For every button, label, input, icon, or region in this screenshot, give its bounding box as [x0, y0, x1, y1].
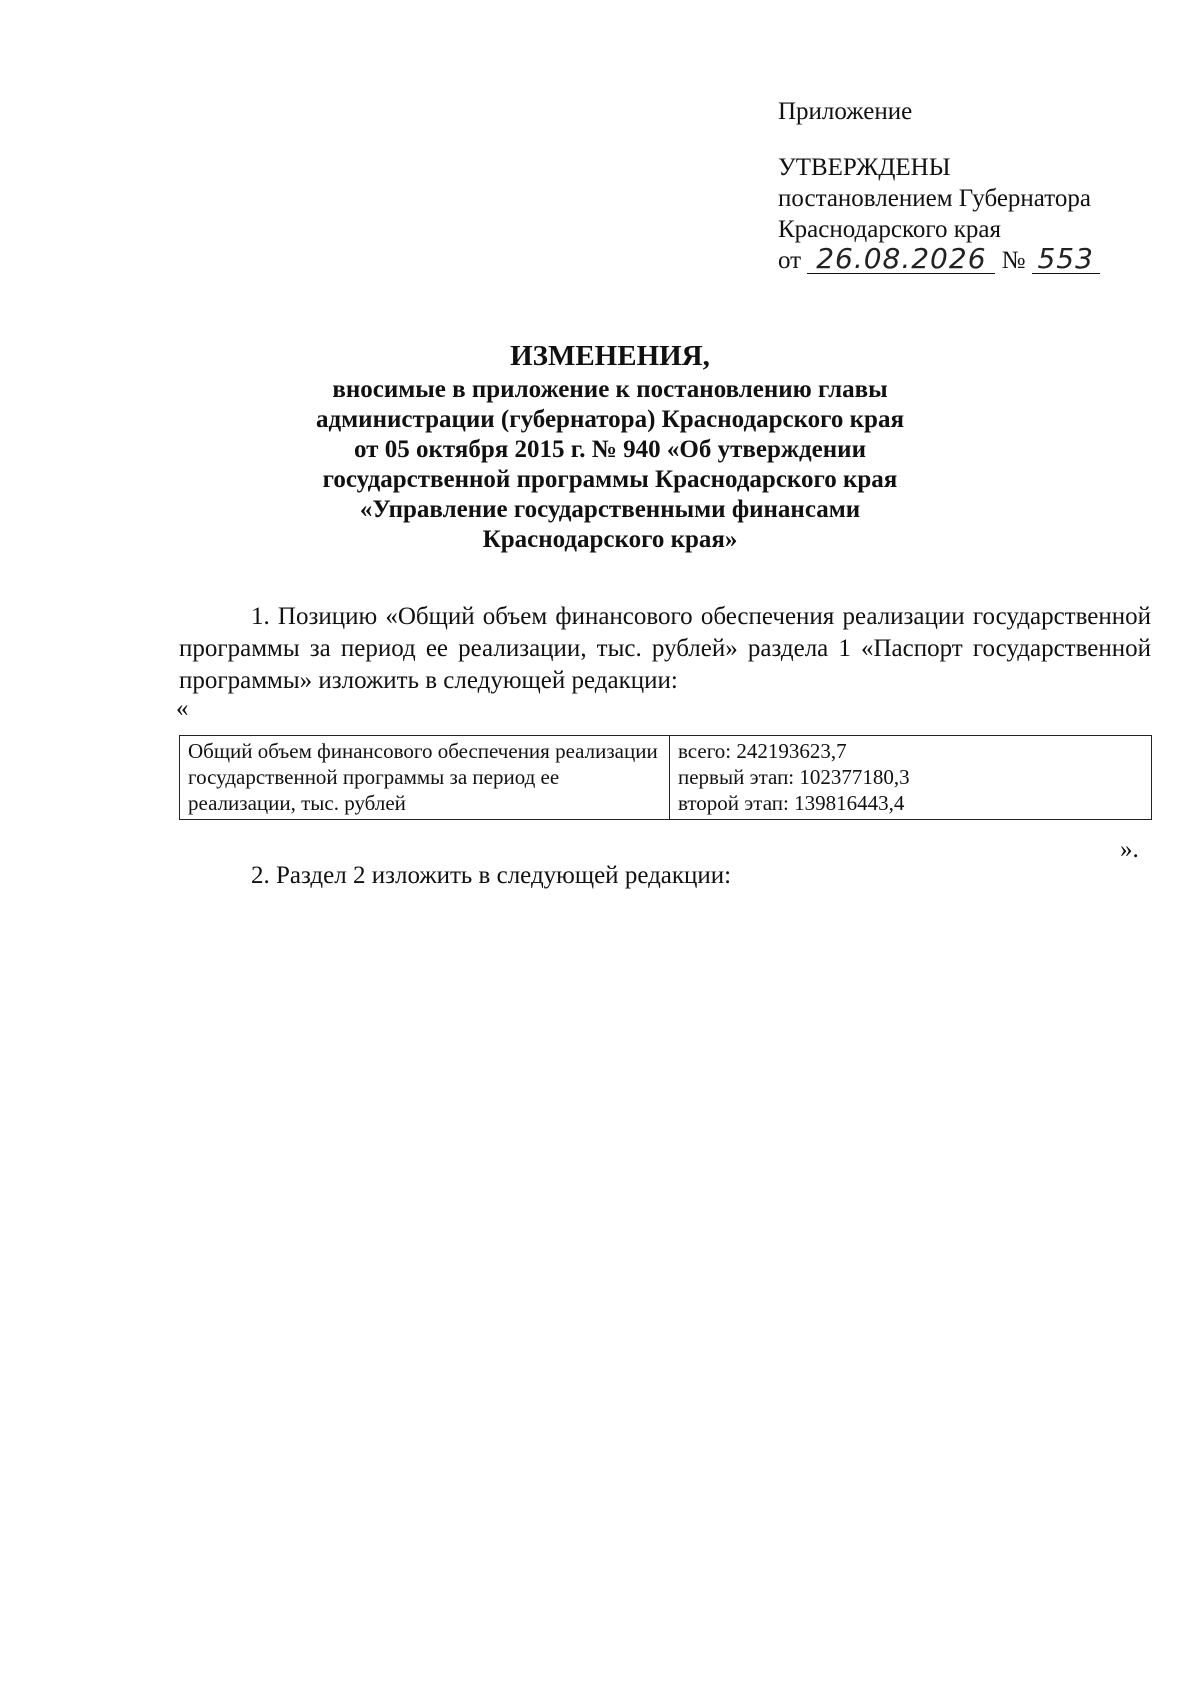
value-stage-1: первый этап: 102377180,3 — [678, 765, 910, 789]
quote-close-mark: ». — [1120, 836, 1139, 863]
table-values-cell — [670, 736, 1152, 820]
quote-open-mark: « — [176, 695, 189, 722]
approved-label: УТВЕРЖДЕНЫ — [778, 154, 951, 181]
title-main: ИЗМЕНЕНИЯ, — [510, 340, 710, 372]
approved-by-line-2: Краснодарского края — [778, 216, 1001, 243]
value-stage-2: второй этап: 139816443,4 — [678, 791, 905, 815]
title-subline: государственной программы Краснодарского края — [322, 466, 898, 493]
title-subline: администрации (губернатора) Краснодарского края — [316, 406, 904, 433]
date-prefix: от — [778, 247, 802, 274]
handwritten-date: 26.08.2026 — [807, 245, 995, 274]
approval-stamp-block — [778, 96, 1100, 276]
value-total: всего: 242193623,7 — [678, 739, 847, 763]
handwritten-number: 553 — [1032, 245, 1100, 274]
approved-by-line-1: постановлением Губернатора — [778, 185, 1091, 212]
document-title — [250, 338, 970, 555]
table-label-cell: Общий объем финансового обеспечения реализации государственной программы за период ее реализации, тыс. рублей — [180, 736, 670, 820]
table-row — [180, 736, 1152, 820]
paragraph-2: 2. Раздел 2 изложить в следующей редакции: — [251, 862, 732, 889]
title-subline: «Управление государственными финансами — [359, 496, 861, 523]
title-subline: вносимые в приложение к постановлению главы — [332, 376, 888, 403]
approval-date-line — [778, 242, 1100, 276]
title-subline: Краснодарского края» — [482, 526, 738, 553]
paragraph-1: 1. Позицию «Общий объем финансового обеспечения реализации государственной программы за период ее реализации, тыс. рублей» раздела 1 «Паспорт государственной программы» изложить в следующей редакции: — [179, 603, 1151, 694]
appendix-label: Приложение — [778, 98, 913, 125]
number-sign: № — [1001, 247, 1026, 274]
title-subline: от 05 октября 2015 г. № 940 «Об утверждении — [354, 436, 866, 463]
passport-table — [179, 735, 1152, 820]
